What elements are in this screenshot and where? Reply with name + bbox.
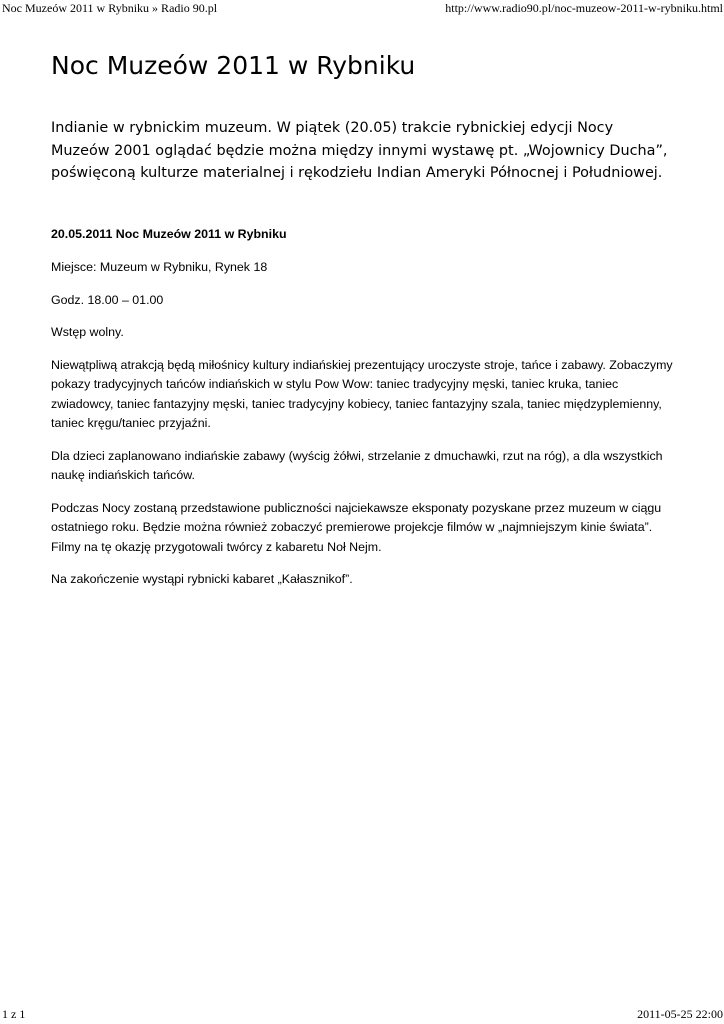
event-heading: 20.05.2011 Noc Muzeów 2011 w Rybniku xyxy=(51,226,287,241)
body-paragraph: Niewątpliwą atrakcją będą miłośnicy kultury indiańskiej prezentujący uroczyste stroje, tańce i zabawy. Zobaczymy pokazy tradycyjnych tańców indiańskich w stylu Pow Wow: taniec tradycyjny męski, taniec kruka, taniec zwiadowcy, taniec fantazyjny męski, taniec tradycyjny kobiecy, taniec fantazyjny szala, taniec międzyplemienny, taniec kręgu/taniec przyjaźni. xyxy=(51,357,673,430)
event-hours: Godz. 18.00 – 01.00 xyxy=(51,292,164,307)
print-header xyxy=(0,0,724,16)
page-number: 1 z 1 xyxy=(2,1007,26,1021)
print-header-url: http://www.radio90.pl/noc-muzeow-2011-w-rybniku.html xyxy=(445,1,723,15)
body-paragraph: Na zakończenie wystąpi rybnicki kabaret „Kałasznikof”. xyxy=(51,572,353,586)
print-timestamp: 2011-05-25 22:00 xyxy=(637,1007,723,1021)
article-lead: Indianie w rybnickim muzeum. W piątek (20.05) trakcie rybnickiej edycji Nocy Muzeów 2001 oglądać będzie można między innymi wystawę pt. „Wojownicy Ducha”, poświęconą kulturze materialnej i rękodziełu Indian Ameryki Północnej i Południowej. xyxy=(51,120,668,181)
article-body xyxy=(51,225,683,590)
event-admission: Wstęp wolny. xyxy=(51,325,124,339)
print-footer xyxy=(0,1004,724,1022)
article-title: Noc Muzeów 2011 w Rybniku xyxy=(51,51,416,80)
event-location: Miejsce: Muzeum w Rybniku, Rynek 18 xyxy=(51,260,268,274)
print-header-page-title: Noc Muzeów 2011 w Rybniku » Radio 90.pl xyxy=(2,1,218,15)
body-paragraph: Dla dzieci zaplanowano indiańskie zabawy (wyścig żółwi, strzelanie z dmuchawki, rzut na róg), a dla wszystkich naukę indiańskich tańców. xyxy=(51,448,663,482)
article xyxy=(51,40,681,603)
body-paragraph: Podczas Nocy zostaną przedstawione publiczności najciekawsze eksponaty pozyskane przez muzeum w ciągu ostatniego roku. Będzie można również zobaczyć premierowe projekcje filmów w „najmniejszym kinie świata”. Filmy na tę okazję przygotowali twórcy z kabaretu Noł Nejm. xyxy=(51,500,662,554)
